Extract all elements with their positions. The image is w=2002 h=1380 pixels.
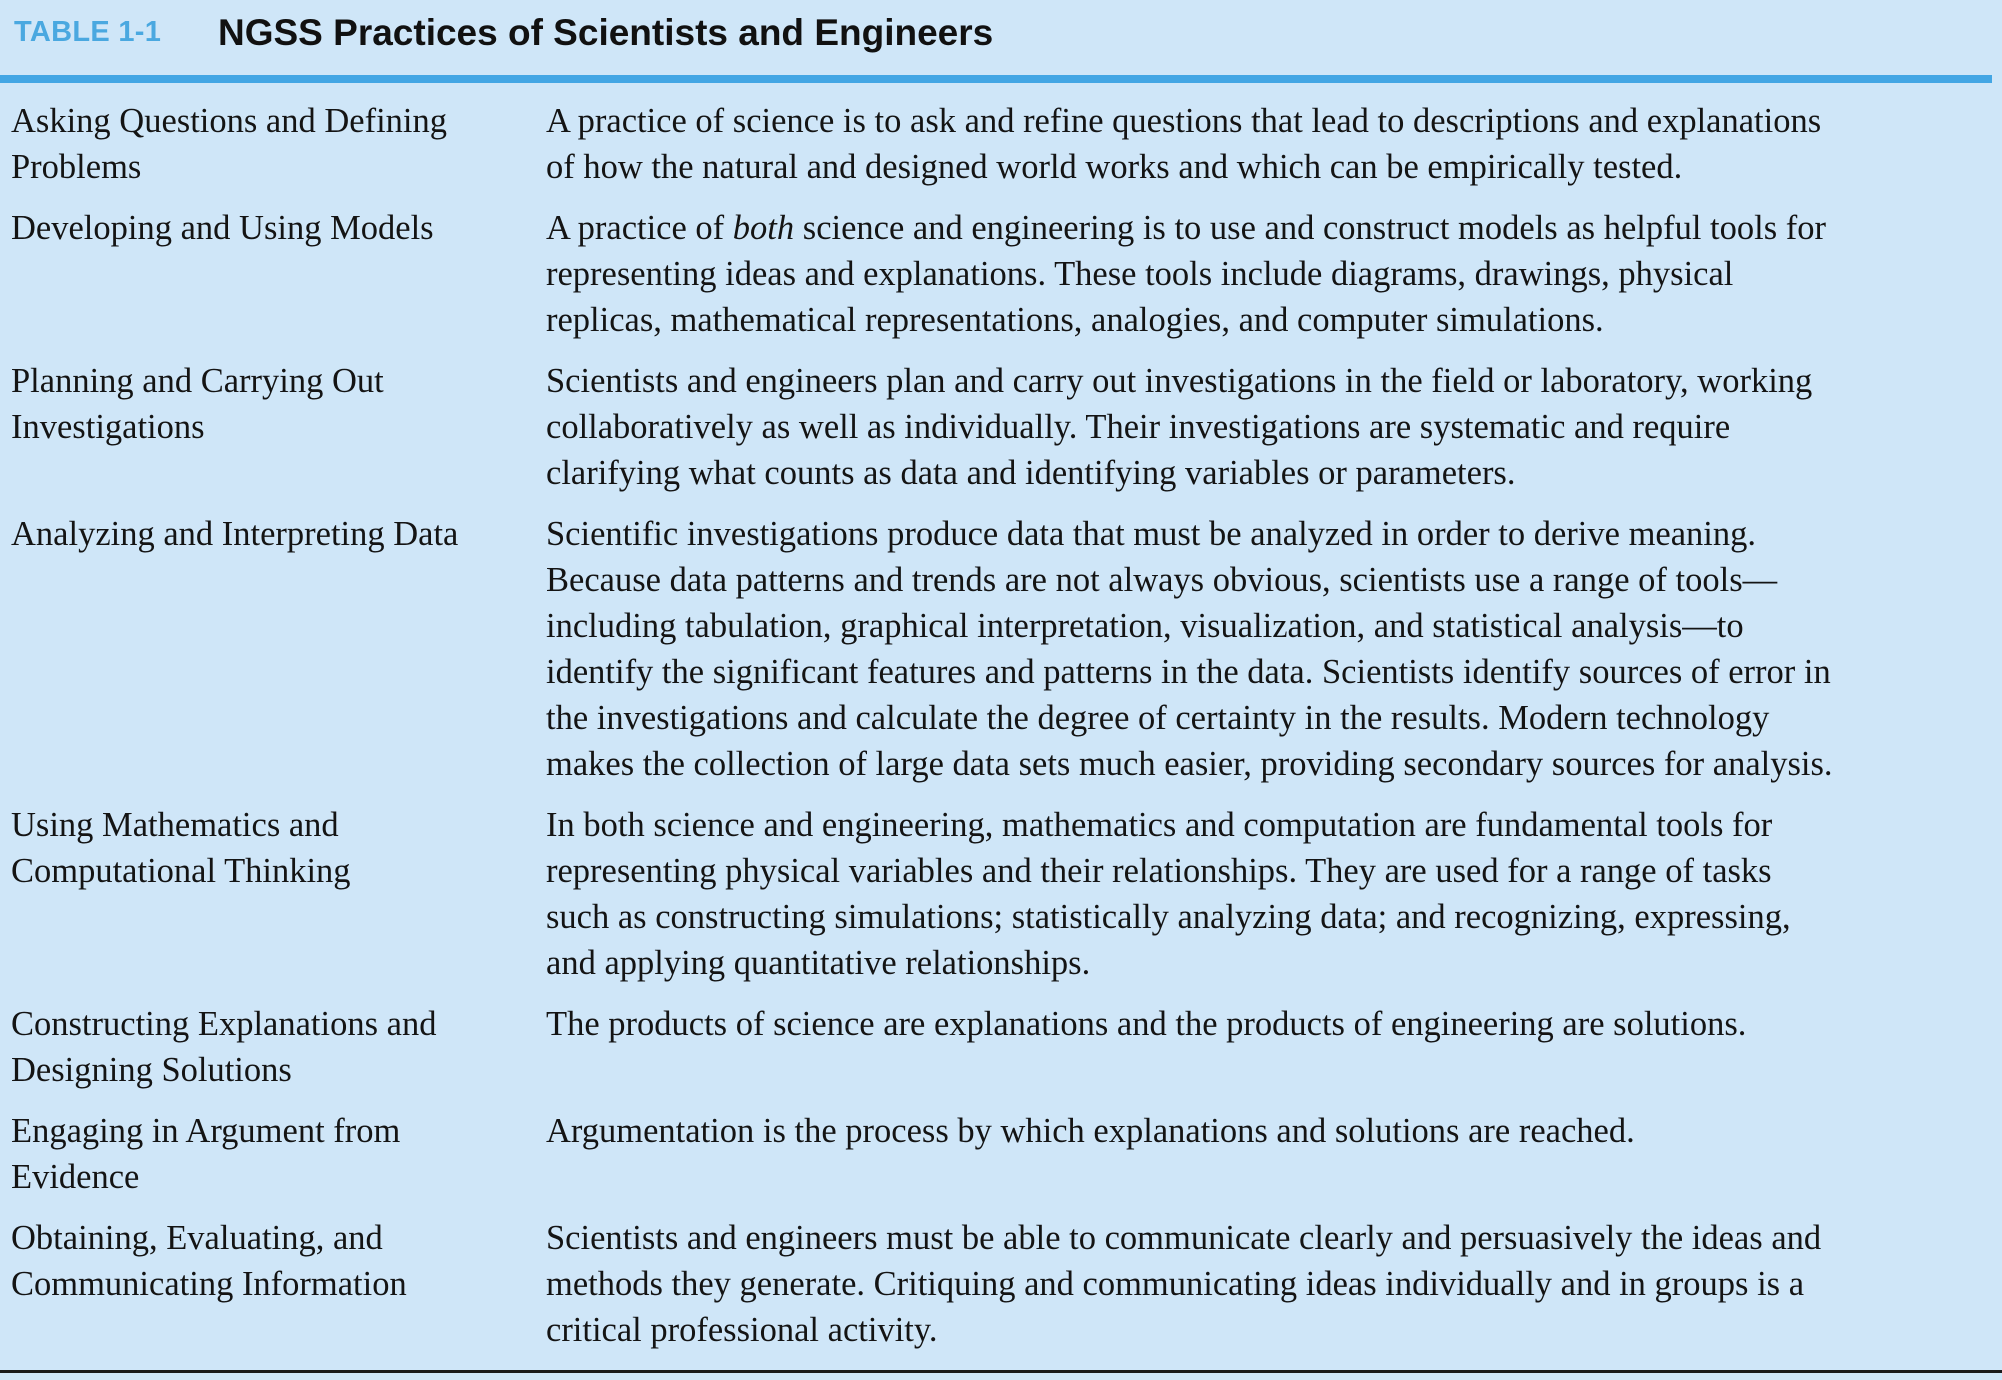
practice-description xyxy=(546,511,1991,787)
description-line: The products of science are explanations and the products of engineering are solutions. xyxy=(546,1005,1747,1043)
term-line: Designing Solutions xyxy=(11,1051,292,1089)
practice-description xyxy=(546,205,1991,343)
practice-term xyxy=(0,1001,546,1093)
description-line: A practice of science is to ask and refine questions that lead to descriptions and explanations xyxy=(546,102,1822,140)
description-line: Argumentation is the process by which explanations and solutions are reached. xyxy=(546,1112,1635,1150)
term-line: Problems xyxy=(11,148,142,186)
description-text: science and engineering is to use and construct models as helpful tools for xyxy=(794,209,1826,247)
term-line: Asking Questions and Defining xyxy=(11,102,448,140)
term-line: Communicating Information xyxy=(11,1265,407,1303)
description-line: and applying quantitative relationships. xyxy=(546,944,1091,982)
table-title: NGSS Practices of Scientists and Engineers xyxy=(218,12,994,53)
description-line: representing ideas and explanations. These tools include diagrams, drawings, physical xyxy=(546,255,1734,293)
emphasis-text: both xyxy=(732,209,795,247)
description-line: Scientific investigations produce data that must be analyzed in order to derive meaning. xyxy=(546,515,1756,553)
term-line: Obtaining, Evaluating, and xyxy=(11,1219,383,1257)
practice-description xyxy=(546,98,1991,190)
description-text: A practice of xyxy=(546,209,733,247)
description-line: such as constructing simulations; statistically analyzing data; and recognizing, expressing, xyxy=(546,898,1791,936)
practice-term xyxy=(0,1215,546,1353)
description-line: critical professional activity. xyxy=(546,1311,938,1349)
practice-description xyxy=(546,1108,1991,1200)
term-line: Computational Thinking xyxy=(11,852,351,890)
term-line: Investigations xyxy=(11,408,205,446)
table-row xyxy=(0,802,2002,986)
description-line: makes the collection of large data sets much easier, providing secondary sources for analysis. xyxy=(546,745,1833,783)
table-number: TABLE 1-1 xyxy=(14,16,162,48)
description-line: Scientists and engineers must be able to communicate clearly and persuasively the ideas and xyxy=(546,1219,1822,1257)
description-line xyxy=(546,205,1991,251)
table-row xyxy=(0,358,2002,496)
term-line: Evidence xyxy=(11,1158,140,1196)
term-line: Engaging in Argument from xyxy=(11,1112,401,1150)
practice-term xyxy=(0,1108,546,1200)
table-header xyxy=(0,0,2002,74)
table-bottom-rule xyxy=(0,1370,2002,1373)
description-line: Scientists and engineers plan and carry out investigations in the field or laboratory, working xyxy=(546,362,1813,400)
term-line: Using Mathematics and xyxy=(11,806,339,844)
term-line: Analyzing and Interpreting Data xyxy=(11,515,459,553)
description-line: including tabulation, graphical interpretation, visualization, and statistical analysis—to xyxy=(546,607,1744,645)
practice-description xyxy=(546,1001,1991,1093)
description-line: In both science and engineering, mathematics and computation are fundamental tools for xyxy=(546,806,1773,844)
table-row xyxy=(0,1215,2002,1353)
term-line: Constructing Explanations and xyxy=(11,1005,437,1043)
term-line: Planning and Carrying Out xyxy=(11,362,384,400)
description-line: collaboratively as well as individually. Their investigations are systematic and require xyxy=(546,408,1731,446)
practice-term xyxy=(0,205,546,343)
description-line: representing physical variables and their relationships. They are used for a range of tasks xyxy=(546,852,1772,890)
description-line: identify the significant features and patterns in the data. Scientists identify sources of error in xyxy=(546,653,1831,691)
table-row xyxy=(0,1001,2002,1093)
term-line: Developing and Using Models xyxy=(11,209,434,247)
header-divider xyxy=(0,75,1992,83)
practice-description xyxy=(546,1215,1991,1353)
practice-term xyxy=(0,358,546,496)
practice-term xyxy=(0,802,546,986)
table-row xyxy=(0,98,2002,190)
description-line: the investigations and calculate the degree of certainty in the results. Modern technology xyxy=(546,699,1770,737)
practice-term xyxy=(0,98,546,190)
table-row xyxy=(0,205,2002,343)
practice-description xyxy=(546,358,1991,496)
practices-table xyxy=(0,98,2002,1368)
practice-term xyxy=(0,511,546,787)
practice-description xyxy=(546,802,1991,986)
description-line: of how the natural and designed world works and which can be empirically tested. xyxy=(546,148,1683,186)
table-row xyxy=(0,511,2002,787)
description-line: clarifying what counts as data and identifying variables or parameters. xyxy=(546,454,1516,492)
table-row xyxy=(0,1108,2002,1200)
description-line: replicas, mathematical representations, analogies, and computer simulations. xyxy=(546,301,1604,339)
description-line: Because data patterns and trends are not always obvious, scientists use a range of tools— xyxy=(546,561,1778,599)
description-line: methods they generate. Critiquing and communicating ideas individually and in groups is a xyxy=(546,1265,1805,1303)
